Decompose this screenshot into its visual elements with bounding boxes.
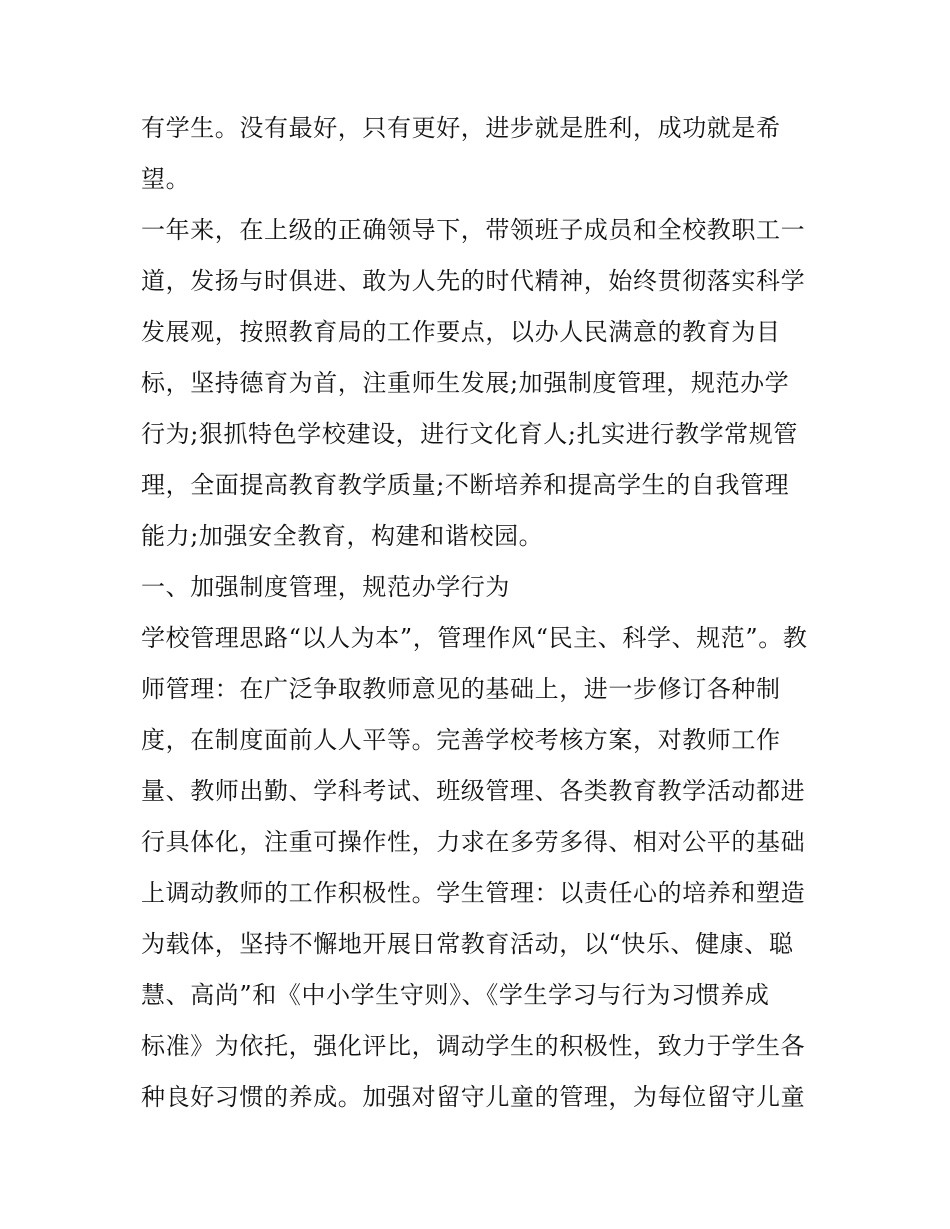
text-line: 度，在制度面前人人平等。完善学校考核方案，对教师工作 [141, 726, 781, 754]
text-line: 有学生。没有最好，只有更好，进步就是胜利，成功就是希 [141, 114, 781, 142]
text-line: 标，坚持德育为首，注重师生发展;加强制度管理，规范办学 [141, 369, 790, 397]
section-heading: 一、加强制度管理，规范办学行为 [141, 573, 510, 601]
text-line: 理，全面提高教育教学质量;不断培养和提高学生的自我管理 [141, 471, 790, 499]
text-line: 师管理：在广泛争取教师意见的基础上，进一步修订各种制 [141, 675, 781, 703]
text-line: 一年来，在上级的正确领导下，带领班子成员和全校教职工一 [141, 216, 806, 244]
document-body [141, 103, 821, 1123]
text-line: 为载体，坚持不懈地开展日常教育活动，以“快乐、健康、聪 [141, 930, 794, 958]
text-line: 上调动教师的工作积极性。学生管理：以责任心的培养和塑造 [141, 879, 806, 907]
text-line: 发展观，按照教育局的工作要点，以办人民满意的教育为目 [141, 318, 781, 346]
text-line: 种良好习惯的养成。加强对留守儿童的管理，为每位留守儿童 [141, 1083, 806, 1111]
text-line: 行为;狠抓特色学校建设，进行文化育人;扎实进行教学常规管 [141, 420, 798, 448]
text-line: 慧、高尚”和《中小学生守则》、《学生学习与行为习惯养成 [141, 981, 770, 1009]
text-line: 能力;加强安全教育，构建和谐校园。 [141, 522, 544, 550]
text-line: 标准》为依托，强化评比，调动学生的积极性，致力于学生各 [141, 1032, 806, 1060]
text-line: 望。 [141, 165, 191, 193]
text-line: 量、教师出勤、学科考试、班级管理、各类教育教学活动都进 [141, 777, 806, 805]
text-line: 行具体化，注重可操作性，力求在多劳多得、相对公平的基础 [141, 828, 806, 856]
text-line: 学校管理思路“以人为本”，管理作风“民主、科学、规范”。教 [141, 624, 808, 652]
text-line: 道，发扬与时俱进、敢为人先的时代精神，始终贯彻落实科学 [141, 267, 806, 295]
